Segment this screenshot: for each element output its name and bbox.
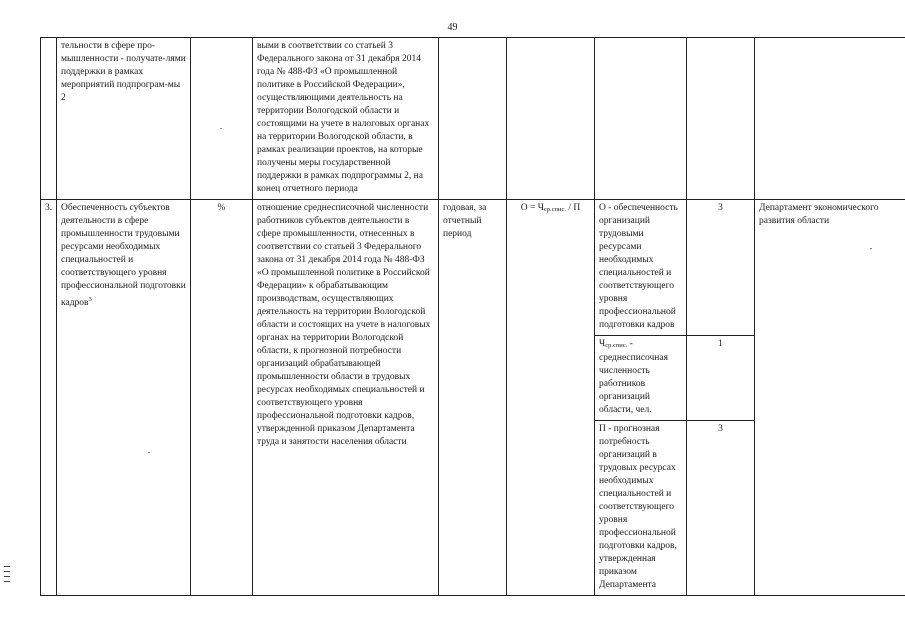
- cell-indicator-name: [57, 200, 191, 596]
- scan-speck: [220, 128, 222, 129]
- formula-rhs: / П: [566, 203, 581, 213]
- variable-text: - среднесписочная численность работников организаций области, чел.: [599, 339, 668, 415]
- cell-responsible: [755, 38, 905, 200]
- formula-subscript: ср.спис.: [543, 206, 567, 213]
- cell-responsible: [755, 200, 905, 596]
- cell-variables: [595, 38, 687, 200]
- cell-periodicity: [439, 200, 507, 596]
- variable-code: 3: [718, 424, 723, 434]
- scan-margin-marks: [4, 566, 10, 586]
- periodicity-text: годовая, за отчетный период: [443, 203, 487, 239]
- row-number: 3.: [45, 203, 53, 213]
- cell-codes: [687, 38, 755, 200]
- cell-code: [687, 421, 755, 596]
- responsible-text: Департамент экономического развития области: [759, 203, 879, 226]
- unit-text: %: [217, 203, 226, 213]
- scan-speck: [148, 452, 150, 453]
- cell-unit: [191, 38, 253, 200]
- cell-formula: [507, 200, 595, 596]
- cell-number: [41, 200, 57, 596]
- footnote-mark: 3: [88, 296, 92, 303]
- cell-variable: [595, 336, 687, 421]
- formula-lhs: О = Ч: [520, 203, 544, 213]
- cell-code: [687, 336, 755, 421]
- variable-text: П - прогнозная потребность организаций в трудовых ресурсах необходимых специальностей и соответствующего уровня профессиональной подготовки кадров, утвержденная приказом Департамента: [599, 424, 677, 590]
- continuation-row: [41, 38, 905, 200]
- variable-code: 3: [718, 203, 723, 213]
- variable-text: О - обеспеченность организаций трудовыми ресурсами необходимых специальностей и соответствующего уровня профессиональной подготовки кадров: [599, 203, 678, 330]
- cell-code: [687, 200, 755, 336]
- variable-subscript: ср.спис.: [605, 342, 628, 349]
- cell-definition: [253, 200, 439, 596]
- cell-variable: [595, 421, 687, 596]
- definition-text: отношение среднесписочной численности работников субъектов деятельности в сфере промышленности, отнесенных в соответствии со статьей 3 Федерального закона от 31 декабря 2014 года № 488-ФЗ «О промышленной политике в Российской Федерации» к обрабатывающим производствам, осуществляющих деятельность на территории Вологодской области и состоящих на учете в налоговых органах на территории Вологодской области, к прогнозной потребности организаций обрабатывающей промышленности области в трудовых ресурсах необходимых специальностей и соответствующего уровня профессиональной подготовки кадров, утвержденной приказом Департамента труда и занятости населения области: [257, 203, 431, 447]
- indicator-name-text: Обеспеченность субъектов деятельности в сфере промышленности трудовыми ресурсами необходимых специальностей и соответствующего уровня профессиональной подготовки кадров: [61, 203, 186, 308]
- cell-variable: [595, 200, 687, 336]
- indicator-name-text: тельности в сфере про-мышленности - получате-лями поддержки в рамках мероприятий подпрограм-мы 2: [61, 41, 186, 103]
- definition-text: выми в соответствии со статьей 3 Федерального закона от 31 декабря 2014 года № 488-ФЗ «О промышленной политике в Российской Федерации», осуществляющими деятельность на территории Вологодской области и состоящими на учете в налоговых органах на территории Вологодской области, в рамках реализации проектов, на которые получены меры государственной поддержки в рамках подпрограммы 2, на конец отчетного периода: [257, 41, 430, 194]
- variable-symbol: Ч: [599, 339, 606, 349]
- indicators-table: [40, 37, 905, 596]
- variable-code: 1: [718, 339, 723, 349]
- cell-definition: [253, 38, 439, 200]
- scan-speck: [870, 248, 872, 249]
- page-number: 49: [447, 22, 458, 33]
- cell-formula: [507, 38, 595, 200]
- indicator-row: [41, 200, 905, 336]
- cell-periodicity: [439, 38, 507, 200]
- cell-unit: [191, 200, 253, 596]
- cell-number: [41, 38, 57, 200]
- cell-indicator-name: [57, 38, 191, 200]
